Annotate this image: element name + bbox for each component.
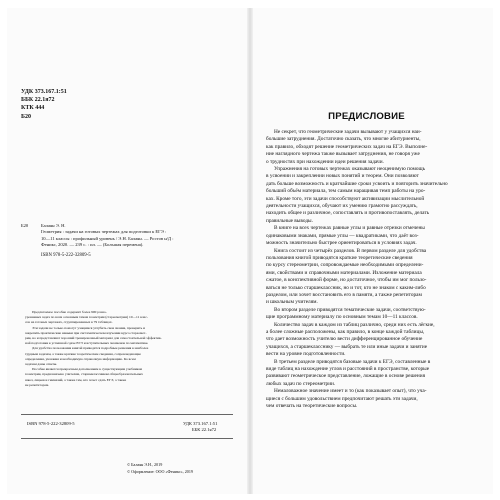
udk-code: УДК 373.167.1:51 <box>183 421 218 426</box>
udk-code: УДК 373.167.1:51 <box>21 89 67 95</box>
copyright-line: © Оформление: ООО «Феникс», 2019 <box>127 469 193 474</box>
annotation-line: рии, но и представляют хороший тренировочный материал для самостоятельной эффектив- <box>25 336 162 341</box>
preface-line: развивают геометрическое представление, ложащие в основе решения <box>266 373 426 380</box>
card-line: Феникс, 2020. — 239 с. : ил. — (Большая перемена). <box>41 241 144 247</box>
preface-line: а более сложные расположены, как правило, в конце каждой таблицы, <box>266 328 425 335</box>
preface-line: щиеся с большим удовольствием предпочитают решать эти задачи, <box>266 395 418 402</box>
copyright-line: © Балаян Э.Н., 2019 <box>127 462 163 467</box>
classification-codes <box>21 88 67 121</box>
annotation-line: уровневых задач по всем основным темам геометрии (стереометрии) 10—11 клас- <box>25 315 148 320</box>
ktk-code: КТК 444 <box>21 105 45 112</box>
copyright <box>127 461 193 475</box>
preface-line: пользования книгой приводятся краткие теоретические сведения <box>266 254 413 261</box>
bbk-code: ББК 22.1я72 <box>192 427 217 432</box>
right-page <box>250 8 493 494</box>
preface-line: учащихся, а старшекласснику — выбрать те или иные задачи и занятие <box>266 343 428 350</box>
book-gutter <box>247 8 253 494</box>
card-line: Геометрия : задачи на готовых чертежах для подготовки к ЕГЭ : <box>41 229 167 235</box>
annotation-line: закрепить практические навыки при систематическом изучении курса стереомет- <box>25 330 147 335</box>
preface-line: разделом, или хочет восстановить его в памяти, а также репетиторам <box>266 291 422 298</box>
preface-text <box>266 129 473 410</box>
preface-line: ваться не только старшеклассник, но и тот, кто не знаком с каким-либо <box>266 284 426 291</box>
preface-title: ПРЕДИСЛОВИЕ <box>328 111 405 122</box>
preface-line: вести на уровне подготовленности. <box>266 351 346 358</box>
preface-line: Книга состоит из четырёх разделов. В первом разделе для удобства <box>274 247 427 254</box>
preface-line: больший объём материала, тем самым наращивая темп работы на уро- <box>266 188 426 195</box>
preface-line: В книге на всех чертежах равные углы и равные отрезки отмечены <box>274 225 425 232</box>
divider <box>21 414 233 415</box>
preface-line: дать больше возможность и кратчайшие сроки усвоить и повторить значительно <box>266 180 448 187</box>
annotation-line: Пособие является прекрасным дополнением к существующим учебникам <box>32 367 143 372</box>
annotation-line: не репетиторам. <box>25 382 50 387</box>
annotation-line: трудным задачам, а также краткие теоретические сведения, сопровождающие <box>25 351 141 356</box>
preface-line: как правило, обходят решение геометрических задач на ЕГЭ. Выполне- <box>266 143 428 150</box>
preface-line: ями, свойствами и справочными материалами. Изложение материала <box>266 269 422 276</box>
preface-line: Количество задач в каждом из таблиц различно, среди них есть лёгкие, <box>274 321 435 328</box>
isbn: ISBN 978-5-222-32809-5 <box>27 421 75 426</box>
preface-line: В третьем разделе приводятся базовые задачи к ЕГЭ, составленные в <box>274 358 431 365</box>
left-page <box>7 8 250 494</box>
annotation-line: сов на готовых чертежах, сгруппированных в 79 таблицах. <box>25 320 113 325</box>
preface-line: щие программному материалу по основным темам 10—11 классов. <box>266 314 418 321</box>
annotation-line: определения, указания и необходимую справочную информацию. Ко всем <box>25 356 136 361</box>
preface-line: виде таблиц на нахождение углов и расстояний в пространстве, которые <box>266 366 430 372</box>
preface-line: находить общее и различное, сопоставлять и противопоставлять, делать <box>266 210 430 217</box>
preface-line: одинаковыми знаками, прямые углы — квадратиками, что даёт воз- <box>266 232 419 239</box>
preface-line: Упражнения на готовых чертежах оказывают неоценимую помощь <box>274 166 425 173</box>
preface-line: Во втором разделе приводятся тематические задачи, соответствую- <box>274 306 426 313</box>
preface-line: ние наглядного чертежа также вызывает затруднения, не говоря уже <box>266 151 420 158</box>
preface-line: можность значительно быстрее ориентироваться в условиях задач. <box>266 240 417 247</box>
preface-line: Немаловажное значение имеет и то (как показывает опыт), что уча- <box>274 388 427 395</box>
card-index: Б20 <box>21 223 29 228</box>
annotation-line: ной подготовки к успешной сдаче ЕГЭ и вступительных экзаменов по математике. <box>25 341 149 346</box>
preface-line: Не секрет, что геометрические задачи вызывают у учащихся наи- <box>274 129 422 135</box>
preface-line: что дает возможность учителю вести дифференцированное обучение <box>266 336 423 343</box>
annotation-line: задачам даны ответы. <box>25 362 58 367</box>
preface-line: ках. Кроме того, эти задачи способствуют активизации мыслительной <box>266 195 425 202</box>
book-spread <box>7 8 493 494</box>
udk-bbk-block <box>183 421 217 433</box>
preface-line: сжатое, в конспективной форме, но достаточное, чтобы им мог пользо- <box>266 277 427 284</box>
preface-line: по курсу стереометрии, сопровождаемые необходимыми определени- <box>266 262 424 269</box>
card-isbn: ISBN 978-5-222-32809-5 <box>41 253 91 259</box>
annotation <box>25 310 232 388</box>
annotation-line: геометрии, предназначено учителям, старшеклассникам общеобразовательных <box>25 372 143 377</box>
preface-line: чем отвечать на теоретические вопросы. <box>266 403 358 410</box>
catalog-card <box>21 223 231 259</box>
preface-line: деятельности учащихся, обучают их умению грамотно рассуждать, <box>266 203 418 210</box>
bbk-code: ББК 22.1я72 <box>21 97 55 104</box>
annotation-line: школ, лицеев и гимназий, а также тем, кто хочет сдать ЕГЭ, а также <box>25 377 127 382</box>
preface-line: и школьным учителям. <box>266 299 318 306</box>
card-author: Балаян Э. Н. <box>41 223 66 228</box>
preface-line: о трудностях при нахождении идеи решения задачи. <box>266 158 384 165</box>
annotation-line: Для удобства пользования книгой приводятся подробные решения к наиболее <box>32 346 149 351</box>
annotation-line: Предлагаемое пособие содержит более 900 разно- <box>32 310 107 314</box>
preface-line: большие затруднения. Достаточно сказать, что многие абитуриенты, <box>266 136 421 143</box>
preface-line: правильные выводы. <box>266 217 313 224</box>
annotation-line: Эти задачи не только помогут учащимся углубить свои знания, проверить и <box>32 325 145 330</box>
divider <box>21 438 233 439</box>
preface-line: в усвоении и закреплении новых понятий и теорем. Они позволяют <box>266 173 419 180</box>
author-mark: Б20 <box>21 113 31 120</box>
preface-line: любых задач по стереометрии. <box>266 380 336 387</box>
card-line: 10—11 классы : профильный уровень / Э.Н. Балаян. — Ростов н/Д : <box>41 235 174 241</box>
